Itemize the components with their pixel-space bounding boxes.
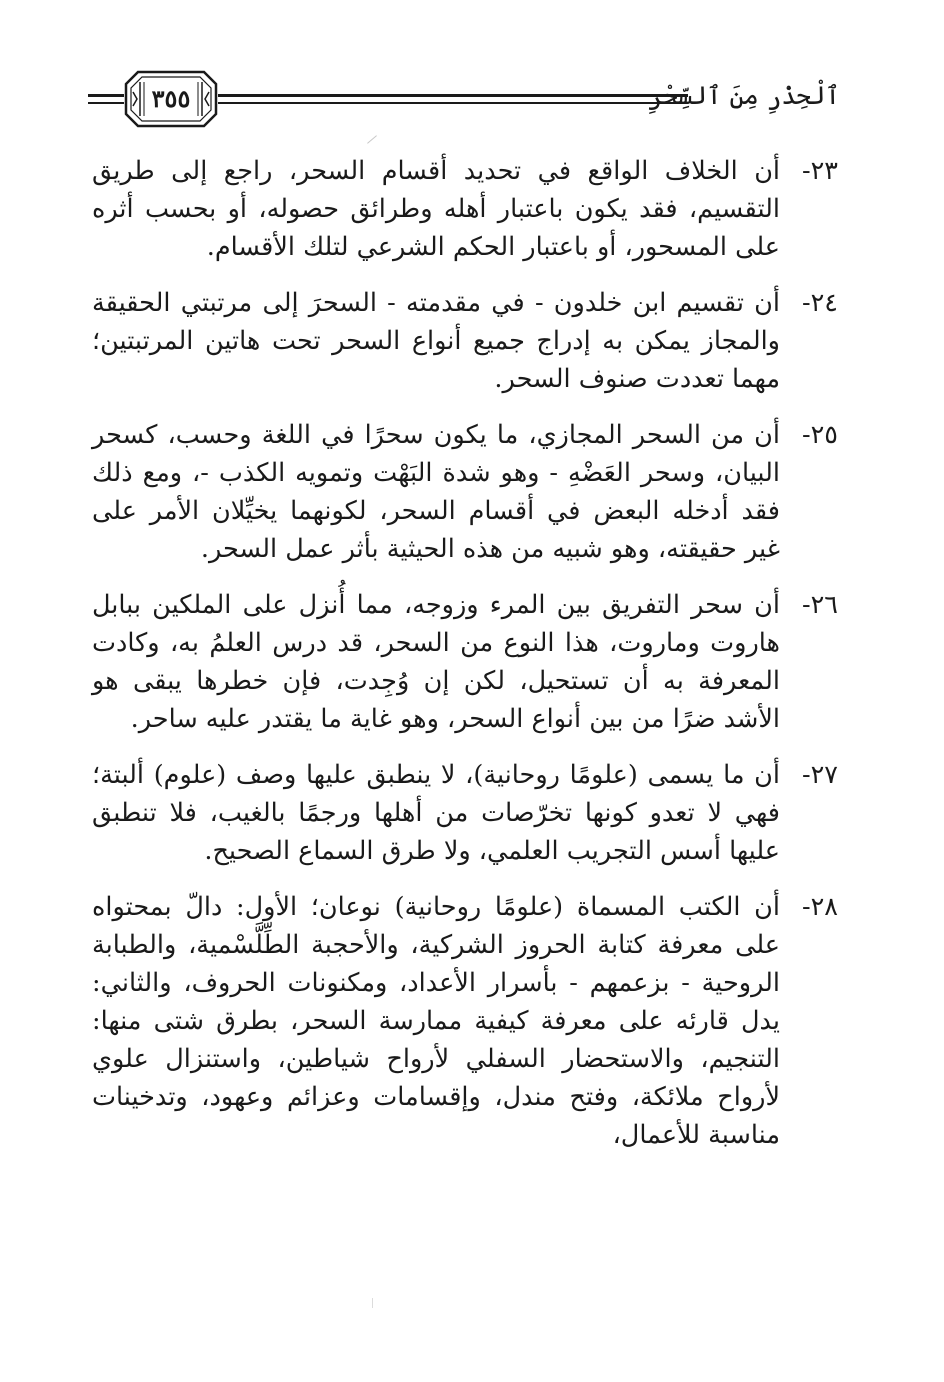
- item-number: ٢٧-: [801, 760, 838, 790]
- item-number: ٢٦-: [801, 590, 838, 620]
- scan-mark: [372, 1298, 373, 1308]
- item-number: ٢٨-: [801, 892, 838, 922]
- item-text: أن الخلاف الواقع في تحديد أقسام السحر، راجع إلى طريق التقسيم، فقد يكون باعتبار أهله وطرائق حصوله، أو بحسب أثره على المسحور، أو باعتبار الحكم الشرعي لتلك الأقسام.: [92, 156, 780, 262]
- header-rule-left: [88, 94, 124, 104]
- list-item: [92, 152, 838, 266]
- page-body: [92, 152, 838, 1172]
- running-title: ٱلْحِذْرِ مِنَ ٱلسِّحْرِ: [648, 81, 840, 110]
- item-text: أن تقسيم ابن خلدون - في مقدمته - السحرَ إلى مرتبتي الحقيقة والمجاز يمكن به إدراج جميع أنواع السحر تحت هاتين المرتبتين؛ مهما تعددت صنوف السحر.: [92, 288, 780, 394]
- page-header: [88, 70, 840, 132]
- header-rule-right: [218, 94, 688, 104]
- page-number: ٣٥٥: [151, 84, 191, 113]
- item-number: ٢٣-: [801, 156, 838, 186]
- list-item: [92, 586, 838, 738]
- item-text: أن سحر التفريق بين المرء وزوجه، مما أُنزل على الملكين ببابل هاروت وماروت، هذا النوع من السحر، قد درس العلمُ به، وكادت المعرفة به أن تستحيل، لكن إن وُجِدت، فإن خطرها يبقى هو الأشد ضرًا من بين أنواع السحر، وهو غاية ما يقتدر عليه ساحر.: [92, 590, 780, 734]
- list-item: [92, 284, 838, 398]
- scan-mark: [367, 135, 377, 143]
- item-text: أن ما يسمى (علومًا روحانية)، لا ينطبق عليها وصف (علوم) ألبتة؛ فهي لا تعدو كونها تخرّصات من أهلها ورجمًا بالغيب، فلا تنطبق عليها أسس التجريب العلمي، ولا طرق السماع الصحيح.: [92, 760, 780, 866]
- list-item: [92, 756, 838, 870]
- item-number: ٢٤-: [801, 288, 838, 318]
- item-text: أن الكتب المسماة (علومًا روحانية) نوعان؛ الأول: دالّ بمحتواه على معرفة كتابة الحروز الشركية، والأحجبة الطِّلَّسْمية، والطبابة الروحية - بزعمهم - بأسرار الأعداد، ومكنونات الحروف، والثاني: يدل قارئه على معرفة كيفية ممارسة السحر، بطرق شتى منها: التنجيم، والاستحضار السفلي لأرواح شياطين، واستنزال علوي لأرواح ملائكة، وفتح مندل، وإقسامات وعزائم وعهود، وتدخينات مناسبة للأعمال،: [92, 892, 780, 1150]
- list-item: [92, 888, 838, 1154]
- list-item: [92, 416, 838, 568]
- page-number-frame: [124, 70, 218, 128]
- item-text: أن من السحر المجازي، ما يكون سحرًا في اللغة وحسب، كسحر البيان، وسحر العَضْهِ - وهو شدة البَهْت وتمويه الكذب -، ومع ذلك فقد أدخله البعض في أقسام السحر، لكونهما يخيِّلان الأمر على غير حقيقته، وهو شبيه من هذه الحيثية بأثر عمل السحر.: [92, 420, 780, 564]
- item-number: ٢٥-: [801, 420, 838, 450]
